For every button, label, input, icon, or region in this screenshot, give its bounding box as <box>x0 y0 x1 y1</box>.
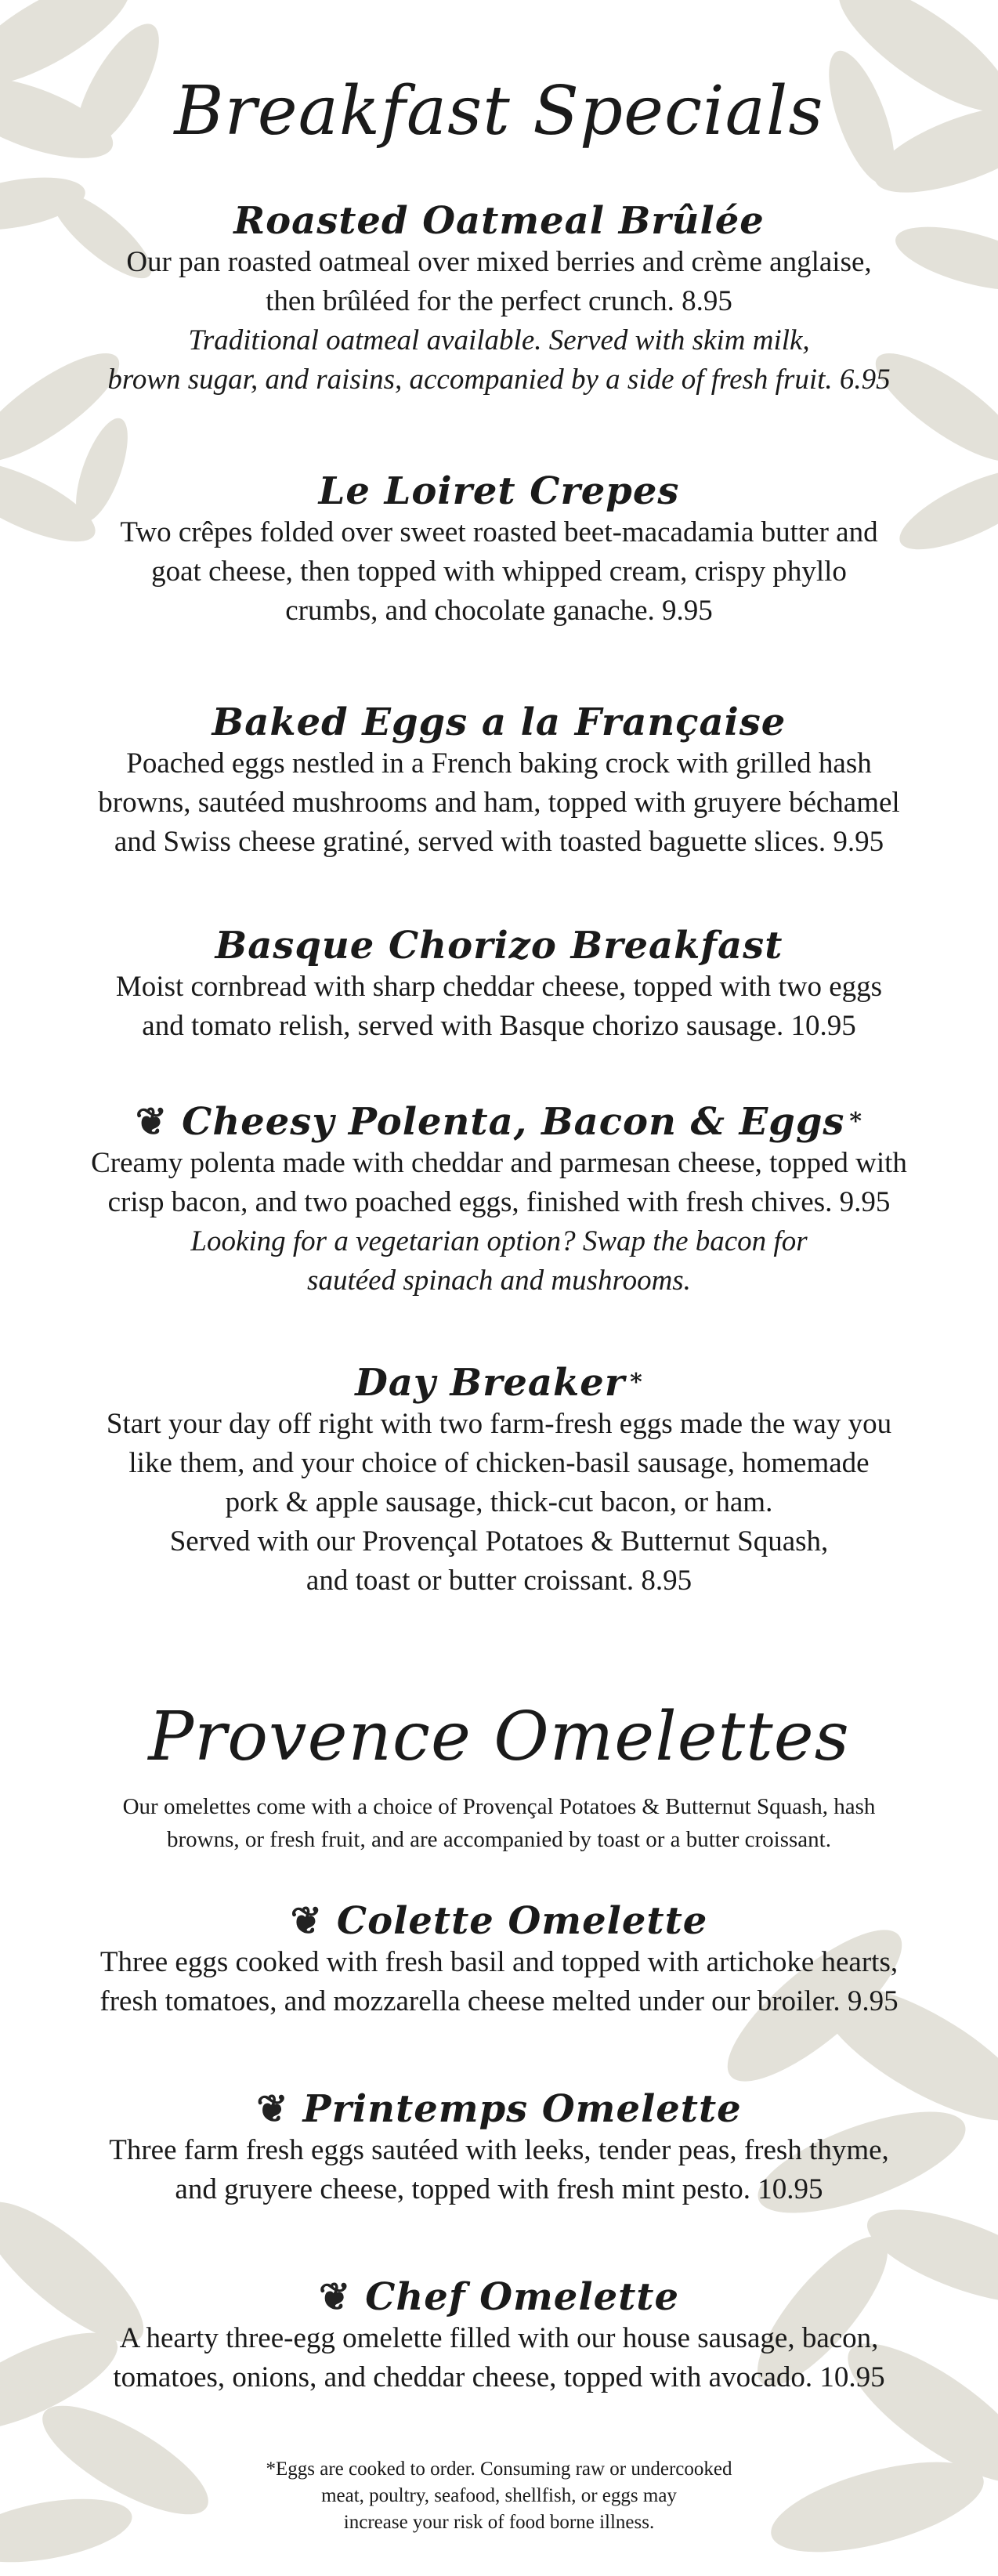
item-title: Baked Eggs a la Française <box>212 700 786 744</box>
menu-item-day-breaker <box>0 1362 998 1601</box>
asterisk-mark: * <box>630 1369 643 1397</box>
item-title: Cheesy Polenta, Bacon & Eggs <box>182 1100 845 1144</box>
item-description: Our pan roasted oatmeal over mixed berries and crème anglaise, then brûléed for the perfect crunch. 8.95 <box>126 246 872 318</box>
fleur-icon: ❦ <box>318 2275 352 2319</box>
menu-item-baked-eggs <box>0 701 998 862</box>
item-title: Day Breaker <box>355 1361 626 1405</box>
item-title: Printemps Omelette <box>302 2087 742 2131</box>
item-title: Chef Omelette <box>365 2275 679 2319</box>
item-description: Three farm fresh eggs sautéed with leeks, tender peas, fresh thyme, and gruyere cheese, topped with fresh mint pesto. 10.95 <box>109 2134 889 2206</box>
item-description: Two crêpes folded over sweet roasted beet-macadamia butter and goat cheese, then topped with whipped cream, crispy phyllo crumbs, and chocolate ganache. 9.95 <box>120 516 878 628</box>
omelettes-header <box>0 1700 998 1775</box>
item-title: Roasted Oatmeal Brûlée <box>233 199 765 243</box>
item-description: Three eggs cooked with fresh basil and topped with artichoke hearts, fresh tomatoes, and mozzarella cheese melted under our broiler. 9.95 <box>99 1946 899 2018</box>
breakfast-header <box>0 74 998 149</box>
omelettes-title: Provence Omelettes <box>148 1698 850 1776</box>
item-title: Colette Omelette <box>336 1899 708 1943</box>
breakfast-title: Breakfast Specials <box>174 72 824 150</box>
item-title: Le Loiret Crepes <box>318 469 680 513</box>
menu-item-chorizo <box>0 924 998 1046</box>
asterisk-mark: * <box>849 1108 863 1136</box>
footnote-text: *Eggs are cooked to order. Consuming raw or undercooked meat, poultry, seafood, shellfish, or eggs may increase your risk of food borne illness. <box>266 2458 732 2533</box>
footnote <box>0 2456 998 2536</box>
item-description: Creamy polenta made with cheddar and parmesan cheese, topped with crisp bacon, and two poached eggs, finished with fresh chives. 9.95 <box>91 1147 907 1219</box>
fleur-icon: ❦ <box>290 1899 323 1943</box>
item-title-row <box>136 1101 862 1144</box>
item-description: A hearty three-egg omelette filled with our house sausage, bacon, tomatoes, onions, and cheddar cheese, topped with avocado. 10.95 <box>113 2322 885 2394</box>
omelettes-intro-text: Our omelettes come with a choice of Provençal Potatoes & Butternut Squash, hash browns, or fresh fruit, and are accompanied by toast or a butter croissant. <box>122 1794 876 1852</box>
fleur-icon: ❦ <box>135 1100 168 1144</box>
menu-item-oatmeal <box>0 200 998 400</box>
item-note: Traditional oatmeal available. Served with skim milk, brown sugar, and raisins, accompanied by a side of fresh fruit. 6.95 <box>107 324 891 396</box>
item-description: Start your day off right with two farm-fresh eggs made the way you like them, and your choice of chicken-basil sausage, homemade pork & apple sausage, thick-cut bacon, or ham. Served with our Provençal Potatoes & Butternut Squash, and toast or butter croissant. 8.95 <box>106 1408 892 1597</box>
menu-item-colette <box>0 1900 998 2021</box>
item-description: Poached eggs nestled in a French baking crock with grilled hash browns, sautéed mushrooms and ham, topped with gruyere béchamel and Swiss cheese gratiné, served with toasted baguette slices. 9.95 <box>98 747 900 859</box>
item-note: Looking for a vegetarian option? Swap the bacon for sautéed spinach and mushrooms. <box>190 1225 808 1297</box>
menu-item-crepes <box>0 470 998 631</box>
menu-item-printemps <box>0 2088 998 2209</box>
omelettes-intro <box>0 1790 998 1856</box>
item-title-row <box>355 1362 643 1405</box>
item-title-row <box>291 1900 708 1943</box>
menu-item-polenta <box>0 1101 998 1301</box>
item-title-row <box>256 2088 741 2131</box>
menu-item-chef <box>0 2276 998 2397</box>
fleur-icon: ❦ <box>256 2087 289 2131</box>
item-description: Moist cornbread with sharp cheddar cheese, topped with two eggs and tomato relish, served with Basque chorizo sausage. 10.95 <box>115 971 883 1043</box>
item-title-row <box>319 2276 679 2319</box>
item-title: Basque Chorizo Breakfast <box>215 924 783 968</box>
